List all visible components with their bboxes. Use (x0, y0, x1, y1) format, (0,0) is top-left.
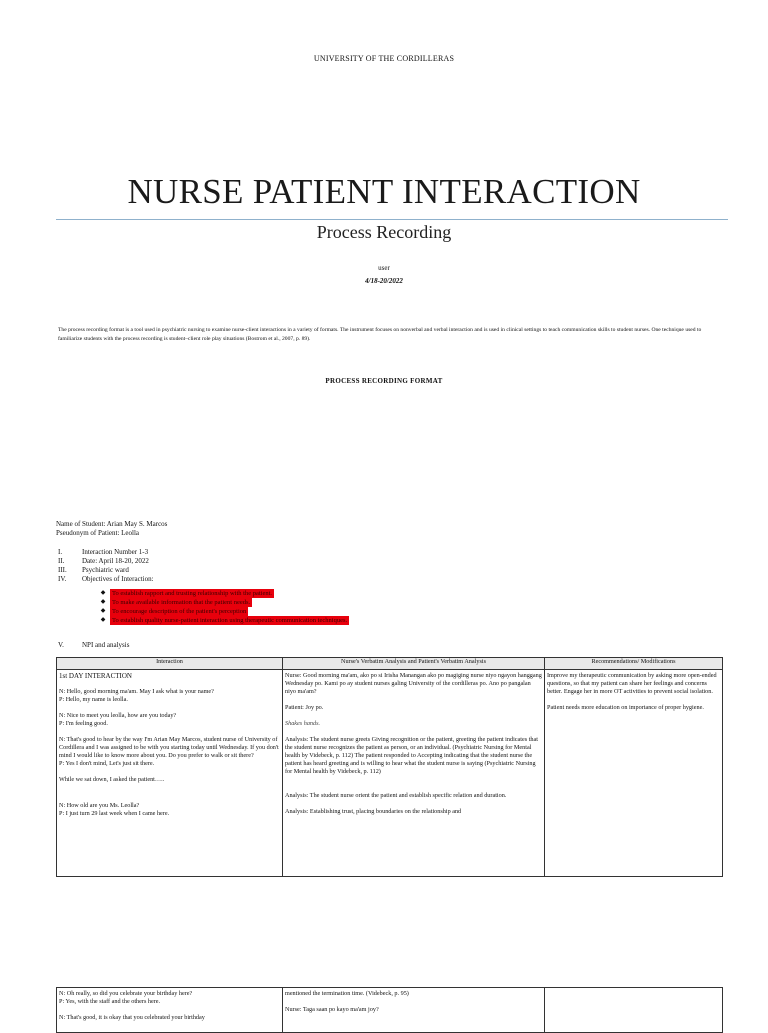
document-subtitle: Process Recording (316, 222, 452, 242)
analysis-text: mentioned the termination time. (Videbeck, p. 95) (285, 990, 409, 997)
dialogue-line: P: Yes, with the staff and the others here. (59, 998, 161, 1005)
dialogue-line: N: How old are you Ms. Leolla? (59, 802, 140, 809)
list-number: IV. (58, 575, 67, 583)
nurse-verbatim: Nurse: Taga saan po kayo ma'am joy? (285, 1006, 379, 1013)
objectives-list (96, 589, 349, 625)
dialogue-line: P: Hello, my name is leolla. (59, 696, 128, 703)
process-recording-table (56, 657, 723, 877)
list-number: V. (58, 641, 64, 649)
nonverbal-note: Shakes hands. (285, 720, 321, 727)
list-text: Interaction Number 1-3 (82, 548, 149, 556)
analysis-text: Analysis: The student nurse orient the patient and establish specific relation and duration. (285, 792, 507, 799)
list-text: NPI and analysis (82, 641, 130, 649)
list-text: Objectives of Interaction: (82, 575, 154, 583)
bullet-icon: ◆ (100, 608, 106, 614)
objective-text: To encourage description of the patient's perception (112, 608, 247, 615)
list-item (58, 575, 154, 584)
list-item (58, 548, 154, 557)
list-number: II. (58, 557, 65, 565)
column-header-recommendations: Recommendations/ Modifications (545, 658, 723, 670)
author: user (378, 264, 390, 272)
format-heading: PROCESS RECORDING FORMAT (325, 377, 443, 385)
npi-heading (58, 641, 129, 649)
day-heading: 1st DAY INTERACTION (59, 672, 132, 680)
list-number: I. (58, 548, 63, 556)
objective-item (96, 616, 349, 625)
roman-list (58, 548, 154, 584)
interaction-cell (57, 988, 283, 1033)
document-title: NURSE PATIENT INTERACTION (127, 172, 641, 211)
bullet-icon: ◆ (100, 599, 106, 605)
dialogue-line: N: That's good to hear by the way I'm Arian May Marcos, student nurse of University of Cordillera and I was assigned to be with you starting today until Wednesday. If you don't mind I would like to know more about you. Do you prefer to walk or sit there? (59, 736, 279, 759)
patient-verbatim: Patient: Joy po. (285, 704, 324, 711)
list-text: Date: April 18-20, 2022 (82, 557, 149, 565)
objective-item (96, 607, 349, 616)
dialogue-line: N: Hello, good morning ma'am. May I ask what is your name? (59, 688, 214, 695)
bullet-icon: ◆ (100, 590, 106, 596)
objective-text: To make available information that the patient needs. (112, 599, 251, 606)
dialogue-line: N: Oh really, so did you celebrate your birthday here? (59, 990, 193, 997)
analysis-text: Analysis: The student nurse greets Giving recognition or the patient, greeting the patient indicates that the student nurse recognizes the patient as person, or an individual. (Psychiatric Nursing for Mental health by Videbeck, p. 112) The patient responded to Accepting indicating that the student nurse the patient has heard greeting and is willing to hear what the student nurse is saying (Psychiatric Nursing for Mental health by Videbeck, p. 112) (285, 736, 538, 775)
interaction-cell (57, 670, 283, 877)
process-recording-table-continued (56, 987, 723, 1033)
list-item (58, 566, 154, 575)
dialogue-line: P: I'm feeling good. (59, 720, 108, 727)
student-name: Name of Student: Arian May S. Marcos (56, 520, 168, 528)
document-date: 4/18-20/2022 (365, 277, 403, 285)
dialogue-line: P: Yes I don't mind, Let's just sit there. (59, 760, 155, 767)
analysis-cell (283, 670, 545, 877)
objective-text: To establish quality nurse-patient interaction using therapeutic communication techniques. (112, 617, 348, 624)
objective-item (96, 598, 349, 607)
recommendation-text: Improve my therapeutic communication by asking more open-ended questions, so that my patient can share her feelings and concerns better. Engage her in more OT activities to prevent social isolation. (547, 672, 717, 695)
university-name: UNIVERSITY OF THE CORDILLERAS (313, 54, 455, 63)
analysis-text: Analysis: Establishing trust, placing boundaries on the relationship and (285, 808, 462, 815)
table-row (57, 988, 723, 1033)
dialogue-line: N: Nice to meet you leolla, how are you today? (59, 712, 177, 719)
column-header-interaction: Interaction (57, 658, 283, 670)
column-header-analysis: Nurse's Verbatim Analysis and Patient's Verbatim Analysis (283, 658, 545, 670)
intro-paragraph: The process recording format is a tool used in psychiatric nursing to examine nurse-client interactions in a variety of formats. The instrument focuses on nonverbal and verbal interaction and is used in clinical settings to teach communication skills to student nurses. One technique used to familiarize students with the process recording is student–client role play situations (Bostrom et al., 2007, p. 89). (58, 327, 702, 342)
table-header-row (57, 658, 723, 670)
patient-pseudonym: Pseudonym of Patient: Leolla (56, 529, 140, 537)
dialogue-line: N: That's good, it is okay that you celebrated your birthday (59, 1014, 205, 1021)
objective-item (96, 589, 349, 598)
list-text: Psychiatric ward (82, 566, 129, 574)
objective-text: To establish rapport and trusting relationship with the patient. (112, 590, 273, 597)
analysis-cell (283, 988, 545, 1033)
list-item (58, 557, 154, 566)
recommendations-cell (545, 670, 723, 877)
dialogue-line: P: I just turn 29 last week when I came here. (59, 810, 170, 817)
title-divider (56, 219, 728, 220)
table-row (57, 670, 723, 877)
bullet-icon: ◆ (100, 617, 106, 623)
recommendation-text: Patient needs more education on importance of proper hygiene. (547, 704, 704, 711)
recommendations-cell (545, 988, 723, 1033)
nurse-verbatim: Nurse: Good morning ma'am, ako po si Irisha Manangan ako po magiging nurse niyo ngayon hanggang Wednesday po. Kami po ay student nurses galing University of the cordilleras po. Ano po pangalan niyo ma'am? (285, 672, 542, 695)
student-info (56, 520, 167, 538)
narration-line: While we sat down, I asked the patient….. (59, 776, 165, 783)
list-number: III. (58, 566, 67, 574)
